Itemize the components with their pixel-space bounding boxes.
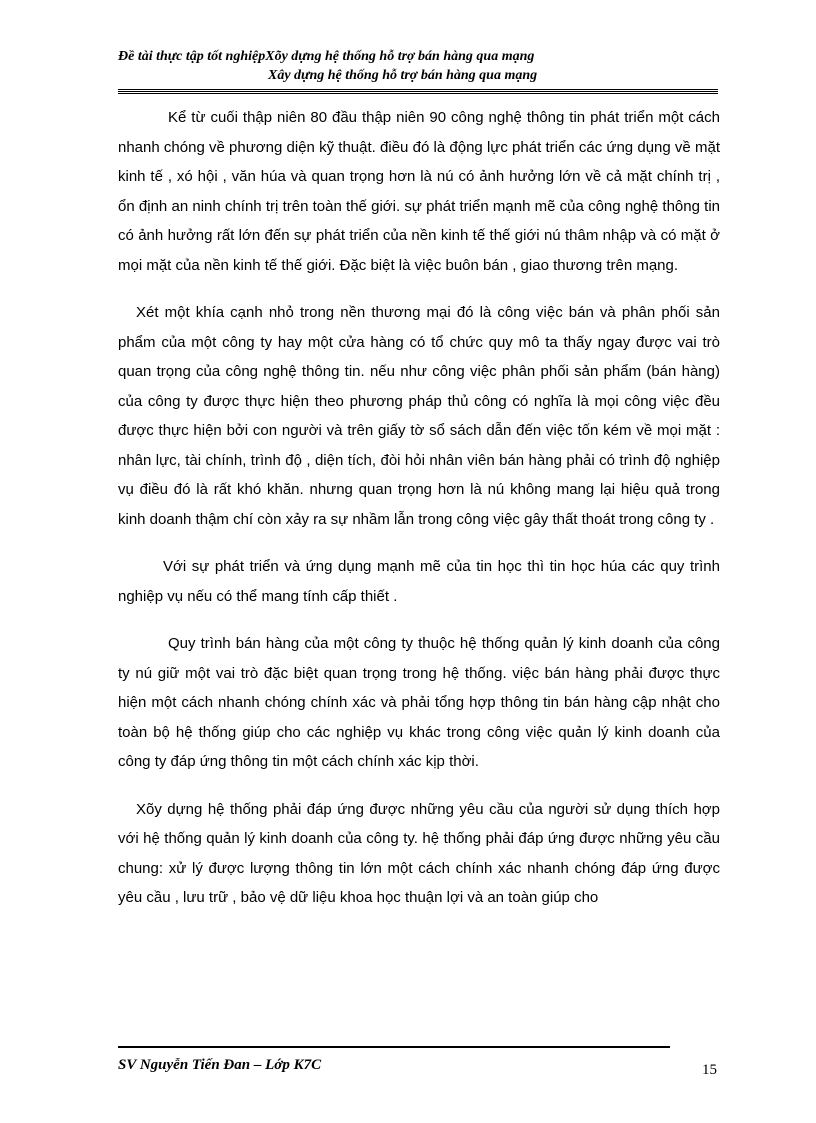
header-title-line-1: Đề tài thực tập tốt nghiệpXõy dựng hệ thống hỗ trợ bán hàng qua mạng (118, 49, 535, 64)
footer-author: SV Nguyễn Tiến Đan – Lớp K7C (118, 1057, 322, 1073)
document-body (118, 103, 720, 931)
paragraph-1: Kể từ cuối thập niên 80 đầu thập niên 90 công nghệ thông tin phát triển một cách nhanh chóng về phương diện kỹ thuật. điều đó là động lực phát triển các ứng dụng về mặt kinh tế , xó hội , văn húa và quan trọng hơn là nú có ảnh hưởng lớn về cả mặt chính trị , ổn định an ninh chính trị trên toàn thế giới. sự phát triển mạnh mẽ của công nghệ thông tin có ảnh hưởng rất lớn đến sự phát triển của nền kinh tế thế giới nú thâm nhập và có mặt ở mọi mặt của nền kinh tế thế giới. Đặc biệt là việc buôn bán , giao thương trên mạng. (118, 109, 720, 274)
page-number: 15 (702, 1062, 717, 1078)
header-title-line-2: Xây dựng hệ thống hỗ trợ bán hàng qua mạng (268, 68, 538, 83)
paragraph-4: Quy trình bán hàng của một công ty thuộc hệ thống quản lý kinh doanh của công ty nú giữ một vai trò đặc biệt quan trọng trong hệ thống. việc bán hàng phải được thực hiện một cách nhanh chóng chính xác và phải tổng hợp thông tin bán hàng cập nhật cho toàn bộ hệ thống giúp cho các nghiệp vụ khác trong công việc quản lý kinh doanh của công ty đáp ứng thông tin một cách chính xác kịp thời. (118, 635, 720, 770)
header-divider (118, 89, 718, 94)
paragraph-2: Xét một khía cạnh nhỏ trong nền thương mại đó là công việc bán và phân phối sản phẩm của một công ty hay một cửa hàng có tổ chức quy mô ta thấy ngay được vai trò quan trọng của công nghệ thông tin. nếu như công việc phân phối sản phẩm (bán hàng) của công ty được thực hiện theo phương pháp thủ công có nghĩa là mọi công việc đều được thực hiện bởi con người và trên giấy tờ sổ sách dẫn đến việc tốn kém về mọi mặt : nhân lực, tài chính, trình độ , diện tích, đòi hỏi nhân viên bán hàng phải có trình độ nghiệp vụ điều đó là rất khó khăn. nhưng quan trọng hơn là nú không mang lại hiệu quả trong kinh doanh thậm chí còn xảy ra sự nhầm lẫn trong công việc gây thất thoát trong công ty . (118, 304, 720, 528)
page-header (118, 47, 718, 85)
footer-divider (118, 1046, 670, 1048)
paragraph-3: Với sự phát triển và ứng dụng mạnh mẽ của tin học thì tin học húa các quy trình nghiệp vụ nếu có thể mang tính cấp thiết . (118, 558, 720, 605)
paragraph-5: Xõy dựng hệ thống phải đáp ứng được những yêu cầu của người sử dụng thích hợp với hệ thống quản lý kinh doanh của công ty. hệ thống phải đáp ứng được những yêu cầu chung: xử lý được lượng thông tin lớn một cách chính xác nhanh chóng đáp ứng được yêu cầu , lưu trữ , bảo vệ dữ liệu khoa học thuận lợi và an toàn giúp cho (118, 800, 720, 906)
